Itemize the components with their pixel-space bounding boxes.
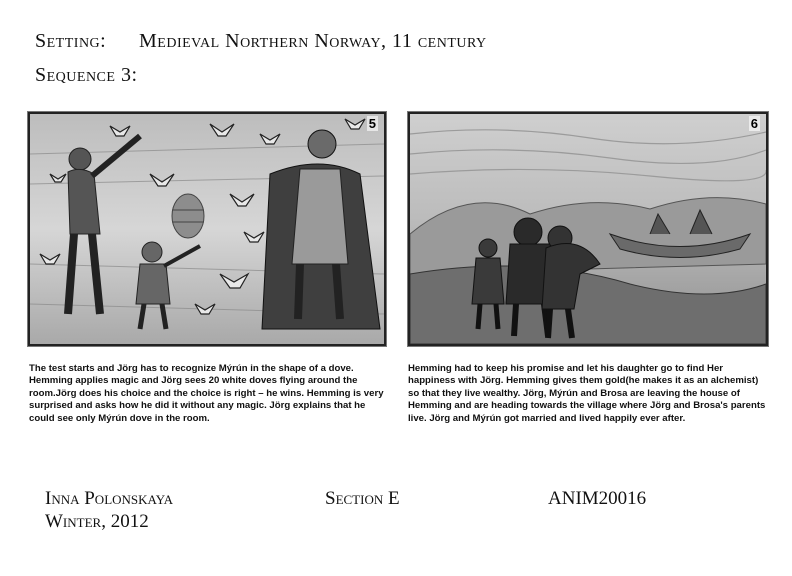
sequence-label: Sequence 3: bbox=[35, 64, 138, 86]
panel-number: 6 bbox=[750, 116, 758, 131]
section: Section E bbox=[325, 488, 400, 509]
course-code: ANIM20016 bbox=[548, 488, 647, 509]
panel-6-caption: Hemming had to keep his promise and let his daughter go to find Her happiness with Jörg. Hemming gives them gold(he makes it as an alchemist) so that they live wealthy. Jörg, Mýrún and Brosa are leaving the house of Hemming and are heading towards the village where Jörg and Brosa's parents live. Jörg and Mýrún got married and lived happily ever after. bbox=[408, 363, 766, 424]
panel-5-caption: The test starts and Jörg has to recognize Mýrún in the shape of a dove. Hemming applies magic and Jörg sees 20 white doves flying around the room.Jörg does his choice and the choice is right – he wins. Hemming is very surprised and asks how he did it without any magic. Jörg explains that he could see only Mýrún dove in the room. bbox=[29, 363, 384, 424]
term: Winter, 2012 bbox=[45, 511, 149, 532]
author-name: Inna Polonskaya bbox=[45, 488, 174, 509]
storyboard-panel-6 bbox=[408, 112, 768, 346]
setting-value: Medieval Northern Norway, 11 century bbox=[139, 30, 487, 52]
setting-label: Setting: bbox=[35, 30, 107, 52]
setting-line bbox=[35, 30, 487, 53]
panel-6-sketch bbox=[410, 114, 766, 344]
panel-5-sketch bbox=[30, 114, 384, 344]
storyboard-panel-5 bbox=[28, 112, 386, 346]
panel-number: 5 bbox=[368, 116, 376, 131]
barrel-sketch bbox=[172, 194, 204, 238]
